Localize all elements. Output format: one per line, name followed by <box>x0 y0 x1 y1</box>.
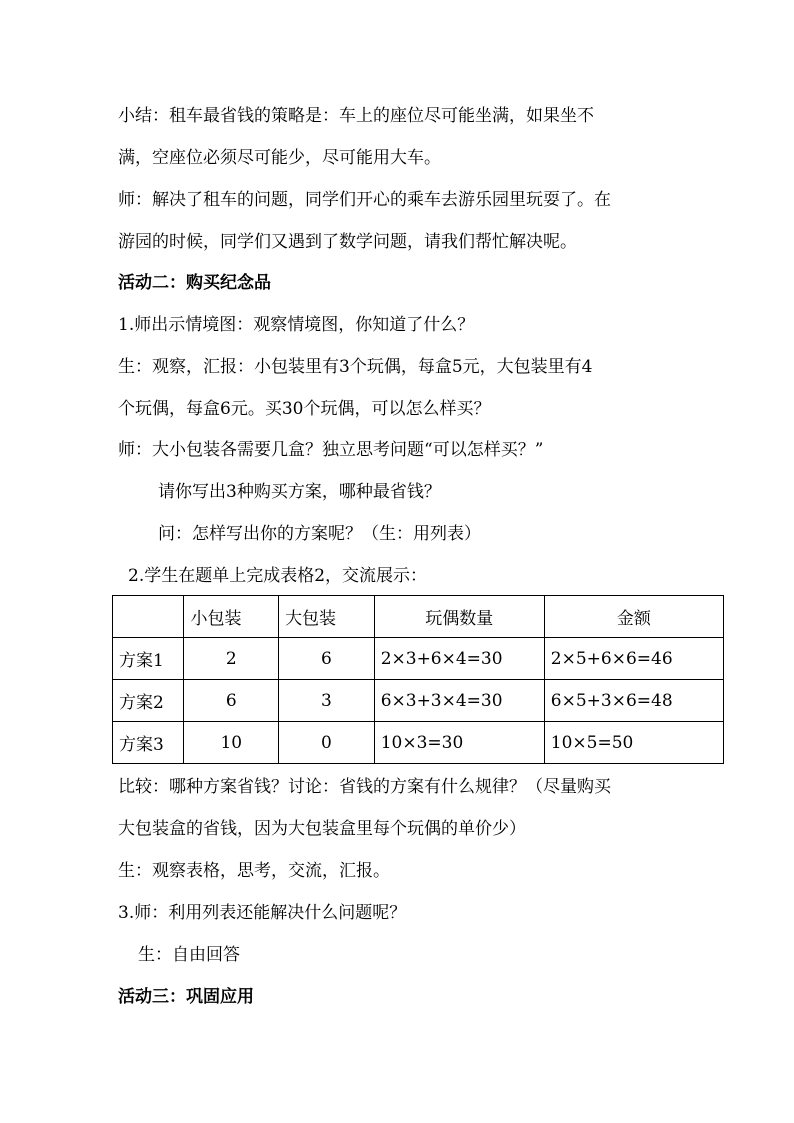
table-cell: 10 <box>184 722 279 764</box>
student-report-line-2: 个玩偶，每盒6元。买30个玩偶，可以怎么样买？ <box>118 399 491 419</box>
table-header-row <box>113 596 724 638</box>
step-1-line: 1.师出示情境图：观察情境图，你知道了什么？ <box>118 315 475 335</box>
table-cell: 2×3+6×4=30 <box>374 638 544 680</box>
compare-line-1: 比较：哪种方案省钱？讨论：省钱的方案有什么规律？（尽量购买 <box>118 777 611 797</box>
table-cell: 2×5+6×6=46 <box>544 638 723 680</box>
teacher-line-1: 师：解决了租车的问题，同学们开心的乘车去游乐园里玩耍了。在 <box>118 190 611 210</box>
student-observe-line: 生：观察表格，思考，交流，汇报。 <box>118 861 390 881</box>
table-header-cell: 金额 <box>544 596 723 638</box>
table-cell: 方案2 <box>113 680 184 722</box>
table-header-cell <box>113 596 184 638</box>
summary-line-2: 满，空座位必须尽可能少，尽可能用大车。 <box>118 148 441 168</box>
table-header-cell: 小包装 <box>184 596 279 638</box>
table-cell: 10×5=50 <box>544 722 723 764</box>
table-row <box>113 680 724 722</box>
teacher-question-line: 师：大小包装各需要几盒？独立思考问题“可以怎样买？” <box>118 440 544 460</box>
compare-line-2: 大包装盒的省钱，因为大包装盒里每个玩偶的单价少） <box>118 819 526 839</box>
student-report-line-1: 生：观察，汇报：小包装里有3个玩偶，每盒5元，大包装里有4 <box>118 357 593 377</box>
table-header-cell: 大包装 <box>279 596 375 638</box>
table-cell: 10×3=30 <box>374 722 544 764</box>
student-answer-line: 生：自由回答 <box>138 945 240 965</box>
table-cell: 6×3+3×4=30 <box>374 680 544 722</box>
table-cell: 6 <box>184 680 279 722</box>
step-3-line: 3.师：利用列表还能解决什么问题呢？ <box>118 903 407 923</box>
table-cell: 6 <box>279 638 375 680</box>
summary-line-1: 小结：租车最省钱的策略是：车上的座位尽可能坐满，如果坐不 <box>118 106 594 126</box>
table-row <box>113 722 724 764</box>
step-2-line: 2.学生在题单上完成表格2，交流展示： <box>128 566 428 586</box>
table-cell: 3 <box>279 680 375 722</box>
task-line: 请你写出3种购买方案，哪种最省钱？ <box>158 482 441 502</box>
activity-three-heading: 活动三：巩固应用 <box>118 987 254 1007</box>
table-cell: 6×5+3×6=48 <box>544 680 723 722</box>
activity-two-heading: 活动二：购买纪念品 <box>118 273 271 293</box>
table-cell: 0 <box>279 722 375 764</box>
table-header-cell: 玩偶数量 <box>374 596 544 638</box>
question-line: 问：怎样写出你的方案呢？（生：用列表） <box>158 524 481 544</box>
table-cell: 2 <box>184 638 279 680</box>
purchase-plan-table <box>112 595 724 764</box>
teacher-line-2: 游园的时候，同学们又遇到了数学问题，请我们帮忙解决呢。 <box>118 232 577 252</box>
table-cell: 方案1 <box>113 638 184 680</box>
table-row <box>113 638 724 680</box>
table-cell: 方案3 <box>113 722 184 764</box>
